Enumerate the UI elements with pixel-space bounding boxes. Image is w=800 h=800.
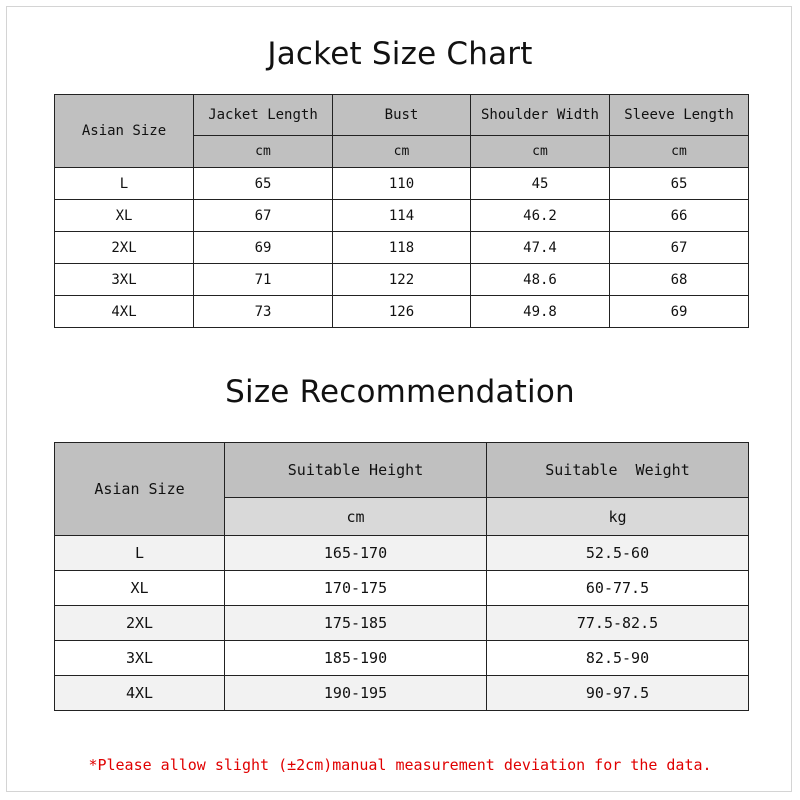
value-cell: 45 — [471, 168, 610, 200]
jacket-size-table — [54, 94, 749, 328]
table-row — [55, 232, 749, 264]
weight-cell: 52.5-60 — [487, 536, 749, 571]
size-cell: 4XL — [55, 676, 225, 711]
table-row — [55, 641, 749, 676]
size-recommendation-title: Size Recommendation — [225, 374, 575, 410]
value-cell: 49.8 — [471, 296, 610, 328]
value-cell: 118 — [333, 232, 471, 264]
sleeve-length-header: Sleeve Length — [610, 95, 749, 136]
value-cell: 47.4 — [471, 232, 610, 264]
value-cell: 69 — [194, 232, 333, 264]
value-cell: 48.6 — [471, 264, 610, 296]
value-cell: 71 — [194, 264, 333, 296]
unit-cell: kg — [487, 498, 749, 536]
value-cell: 126 — [333, 296, 471, 328]
value-cell: 110 — [333, 168, 471, 200]
jacket-length-header: Jacket Length — [194, 95, 333, 136]
value-cell: 65 — [194, 168, 333, 200]
value-cell: 67 — [610, 232, 749, 264]
bust-header: Bust — [333, 95, 471, 136]
size-cell: XL — [55, 571, 225, 606]
table-row — [55, 200, 749, 232]
size-cell: 3XL — [55, 264, 194, 296]
unit-cell: cm — [610, 136, 749, 168]
value-cell: 69 — [610, 296, 749, 328]
weight-cell: 60-77.5 — [487, 571, 749, 606]
height-cell: 185-190 — [225, 641, 487, 676]
size-column-header: Asian Size — [55, 443, 225, 536]
table-row — [55, 606, 749, 641]
size-recommendation-table — [54, 442, 749, 711]
value-cell: 65 — [610, 168, 749, 200]
unit-cell: cm — [471, 136, 610, 168]
size-cell: 2XL — [55, 606, 225, 641]
size-cell: XL — [55, 200, 194, 232]
suitable-weight-header: Suitable Weight — [487, 443, 749, 498]
size-cell: 4XL — [55, 296, 194, 328]
jacket-size-chart-title: Jacket Size Chart — [267, 36, 533, 72]
value-cell: 67 — [194, 200, 333, 232]
unit-cell: cm — [333, 136, 471, 168]
value-cell: 122 — [333, 264, 471, 296]
table-row — [55, 264, 749, 296]
size-cell: L — [55, 168, 194, 200]
table-row — [55, 168, 749, 200]
weight-cell: 82.5-90 — [487, 641, 749, 676]
unit-cell: cm — [194, 136, 333, 168]
table-row — [55, 296, 749, 328]
shoulder-width-header: Shoulder Width — [471, 95, 610, 136]
size-column-header: Asian Size — [55, 95, 194, 168]
size-cell: 2XL — [55, 232, 194, 264]
size-cell: L — [55, 536, 225, 571]
table-row — [55, 676, 749, 711]
value-cell: 68 — [610, 264, 749, 296]
value-cell: 66 — [610, 200, 749, 232]
table-row — [55, 536, 749, 571]
suitable-height-header: Suitable Height — [225, 443, 487, 498]
value-cell: 114 — [333, 200, 471, 232]
height-cell: 190-195 — [225, 676, 487, 711]
measurement-deviation-note: *Please allow slight (±2cm)manual measurement deviation for the data. — [88, 756, 712, 774]
table-row — [55, 571, 749, 606]
unit-cell: cm — [225, 498, 487, 536]
value-cell: 46.2 — [471, 200, 610, 232]
weight-cell: 77.5-82.5 — [487, 606, 749, 641]
value-cell: 73 — [194, 296, 333, 328]
size-cell: 3XL — [55, 641, 225, 676]
height-cell: 175-185 — [225, 606, 487, 641]
height-cell: 170-175 — [225, 571, 487, 606]
weight-cell: 90-97.5 — [487, 676, 749, 711]
height-cell: 165-170 — [225, 536, 487, 571]
